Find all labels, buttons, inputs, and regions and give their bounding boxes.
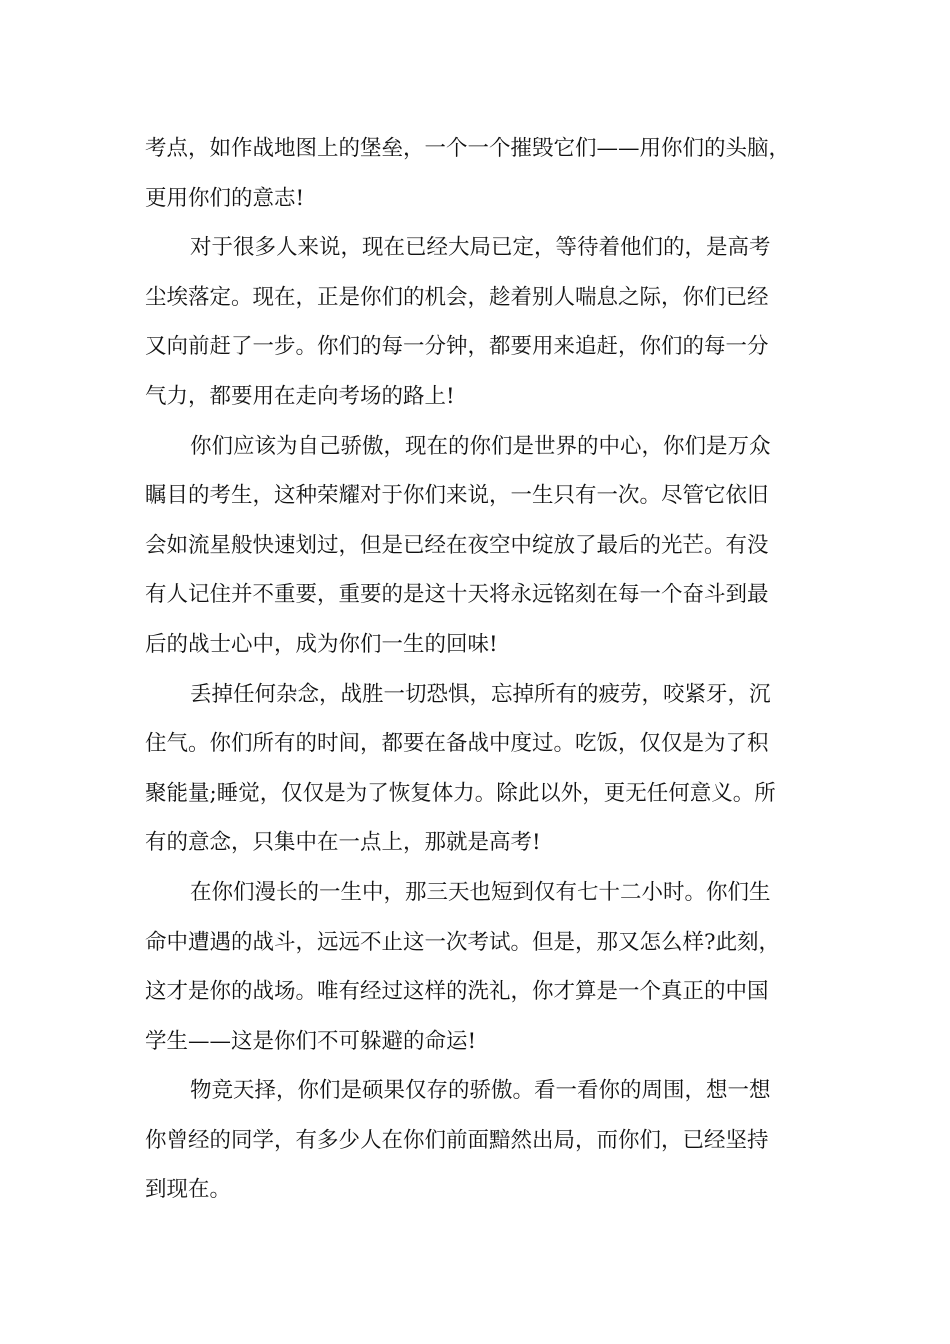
text-line: 更用你们的意志! xyxy=(145,185,305,211)
text-line: 气力，都要用在走向考场的路上! xyxy=(145,383,455,409)
text-line: 有的意念，只集中在一点上，那就是高考! xyxy=(145,830,541,856)
text-line: 这才是你的战场。唯有经过这样的洗礼，你才算是一个真正的中国 xyxy=(145,979,769,1005)
text-line: 尘埃落定。现在，正是你们的机会，趁着别人喘息之际，你们已经 xyxy=(145,284,769,310)
body-text xyxy=(145,124,820,1215)
text-line: 对于很多人来说，现在已经大局已定，等待着他们的，是高考 xyxy=(190,235,771,261)
text-line: 学生——这是你们不可躲避的命运! xyxy=(145,1028,477,1054)
text-line: 你曾经的同学，有多少人在你们前面黯然出局，而你们，已经坚持 xyxy=(145,1127,769,1153)
text-line: 到现在。 xyxy=(145,1177,232,1203)
text-line: 物竞天择，你们是硕果仅存的骄傲。看一看你的周围，想一想 xyxy=(190,1078,771,1104)
text-line: 在你们漫长的一生中，那三天也短到仅有七十二小时。你们生 xyxy=(190,879,771,905)
text-line: 瞩目的考生，这种荣耀对于你们来说，一生只有一次。尽管它依旧 xyxy=(145,483,769,509)
text-line: 命中遭遇的战斗，远远不止这一次考试。但是，那又怎么样?此刻， xyxy=(145,929,781,955)
text-line: 有人记住并不重要，重要的是这十天将永远铭刻在每一个奋斗到最 xyxy=(145,582,769,608)
text-line: 后的战士心中，成为你们一生的回味! xyxy=(145,631,498,657)
text-line: 会如流星般快速划过，但是已经在夜空中绽放了最后的光芒。有没 xyxy=(145,532,769,558)
text-line: 你们应该为自己骄傲，现在的你们是世界的中心，你们是万众 xyxy=(190,433,771,459)
text-line: 又向前赶了一步。你们的每一分钟，都要用来追赶，你们的每一分 xyxy=(145,334,769,360)
text-line: 考点，如作战地图上的堡垒，一个一个摧毁它们——用你们的头脑， xyxy=(145,136,791,161)
text-line: 丢掉任何杂念，战胜一切恐惧，忘掉所有的疲劳，咬紧牙，沉 xyxy=(190,681,771,707)
text-line: 聚能量;睡觉，仅仅是为了恢复体力。除此以外，更无任何意义。所 xyxy=(145,780,776,806)
text-line: 住气。你们所有的时间，都要在备战中度过。吃饭，仅仅是为了积 xyxy=(145,731,769,757)
